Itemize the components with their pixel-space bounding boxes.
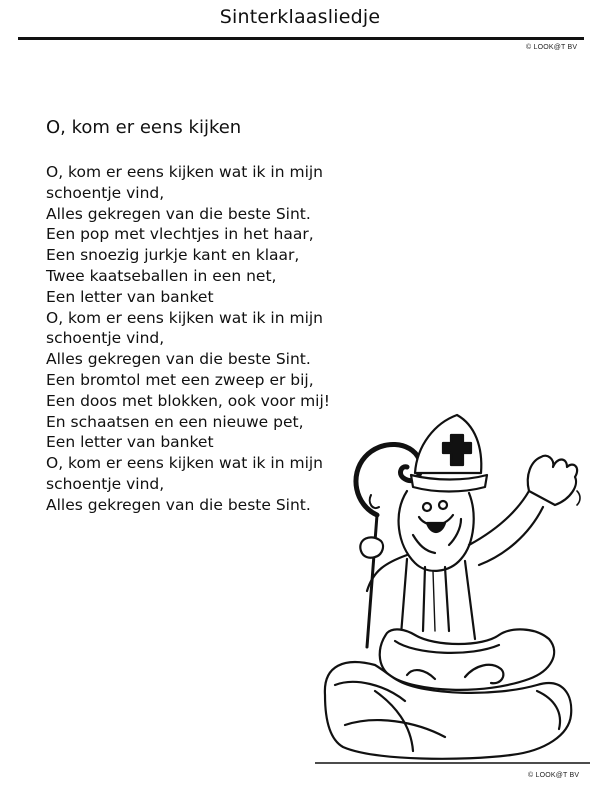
lyric-line: schoentje vind,	[46, 183, 165, 202]
song-title: O, kom er eens kijken	[46, 117, 242, 138]
lyric-line: Alles gekregen van die beste Sint.	[46, 350, 311, 369]
copyright-top: © LOOK@T BV	[526, 44, 578, 51]
lyric-line: Een bromtol met een zweep er bij,	[46, 370, 314, 389]
lyric-line: schoentje vind,	[46, 329, 165, 348]
lyric-line: Twee kaatseballen in een net,	[46, 266, 277, 285]
lyric-line: Een letter van banket	[46, 433, 214, 452]
lyric-line: O, kom er eens kijken wat ik in mijn	[46, 163, 324, 181]
lyric-line: O, kom er eens kijken wat ik in mijn	[46, 308, 324, 327]
lyric-line: O, kom er eens kijken wat ik in mijn	[46, 454, 324, 473]
lyric-line: En schaatsen en een nieuwe pet,	[46, 412, 304, 431]
lyric-line: Een pop met vlechtjes in het haar,	[46, 225, 314, 244]
header-rule	[18, 37, 584, 40]
header-title: Sinterklaasliedje	[219, 6, 381, 28]
lyric-line: Alles gekregen van die beste Sint.	[46, 495, 311, 514]
lyric-line: Alles gekregen van die beste Sint.	[46, 204, 311, 223]
lyric-line: Een snoezig jurkje kant en klaar,	[46, 246, 300, 265]
lyric-line: Een letter van banket	[46, 287, 214, 306]
lyric-line: schoentje vind,	[46, 474, 165, 493]
copyright-bottom: © LOOK@T BV	[528, 772, 580, 779]
lyrics	[46, 162, 330, 516]
sinterklaas-in-shoe-drawing	[315, 395, 590, 770]
lyric-line: Een doos met blokken, ook voor mij!	[46, 391, 331, 410]
